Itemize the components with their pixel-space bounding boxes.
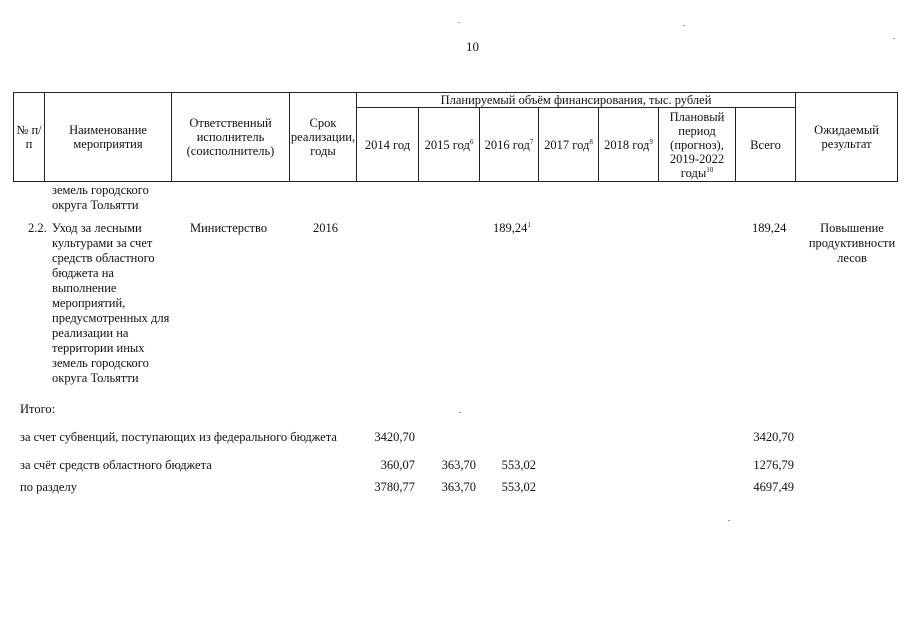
header-total: Всего (736, 108, 796, 182)
header-executor: Ответственный исполнитель (соисполнитель) (172, 93, 290, 182)
summary-regional-2014: 360,07 (380, 458, 415, 472)
row-year: 2016 (313, 221, 338, 235)
header-planned-period: Плановый период (прогноз), 2019-2022 годы$^{10}$ (659, 108, 736, 182)
scan-speck (458, 22, 460, 23)
summary-section-2014: 3780,77 (374, 480, 415, 494)
summary-section-2016: 553,02 (501, 480, 536, 494)
header-result: Ожидаемый результат (796, 93, 898, 182)
header-year-2018: 2018 год$^9$ (599, 108, 659, 182)
summary-regional-2015: 363,70 (441, 458, 476, 472)
scan-speck (459, 412, 461, 413)
row-value-2016: 189,24$^1$ (493, 220, 531, 235)
scan-speck (893, 38, 895, 39)
table-header (13, 92, 898, 182)
header-num: № п/п (14, 93, 45, 182)
header-name: Наименование мероприятия (45, 93, 172, 182)
header-year-2016: 2016 год$^7$ (480, 108, 539, 182)
scan-speck (683, 25, 685, 26)
summary-section-label: по разделу (20, 480, 77, 494)
row-result: Повышение продуктивности лесов (808, 221, 896, 265)
header-funding-group: Планируемый объём финансирования, тыс. рублей (357, 93, 796, 108)
page-number: 10 (466, 39, 479, 54)
header-year-2015: 2015 год$^6$ (419, 108, 480, 182)
header-term: Срок реализации, годы (290, 93, 357, 182)
summary-federal-label: за счет субвенций, поступающих из федерального бюджета (20, 430, 337, 444)
summary-federal-total: 3420,70 (753, 430, 794, 444)
row-name: Уход за лесными культурами за счет средств областного бюджета на выполнение мероприятий, предусмотренных для реализации на территории иных земель городского округа Тольятти (52, 221, 170, 385)
summary-regional-2016: 553,02 (501, 458, 536, 472)
header-year-2017: 2017 год$^8$ (539, 108, 599, 182)
header-year-2014: 2014 год (357, 108, 419, 182)
row-executor: Министерство (190, 221, 268, 235)
summary-title: Итого: (20, 402, 56, 416)
scan-speck (728, 520, 730, 521)
row-number: 2.2. (28, 221, 47, 235)
summary-section-total: 4697,49 (753, 480, 794, 494)
summary-section-2015: 363,70 (441, 480, 476, 494)
row-total: 189,24 (752, 221, 787, 235)
summary-regional-label: за счёт средств областного бюджета (20, 458, 212, 472)
continuation-text: земель городского округа Тольятти (52, 183, 149, 212)
summary-federal-2014: 3420,70 (374, 430, 415, 444)
summary-regional-total: 1276,79 (753, 458, 794, 472)
